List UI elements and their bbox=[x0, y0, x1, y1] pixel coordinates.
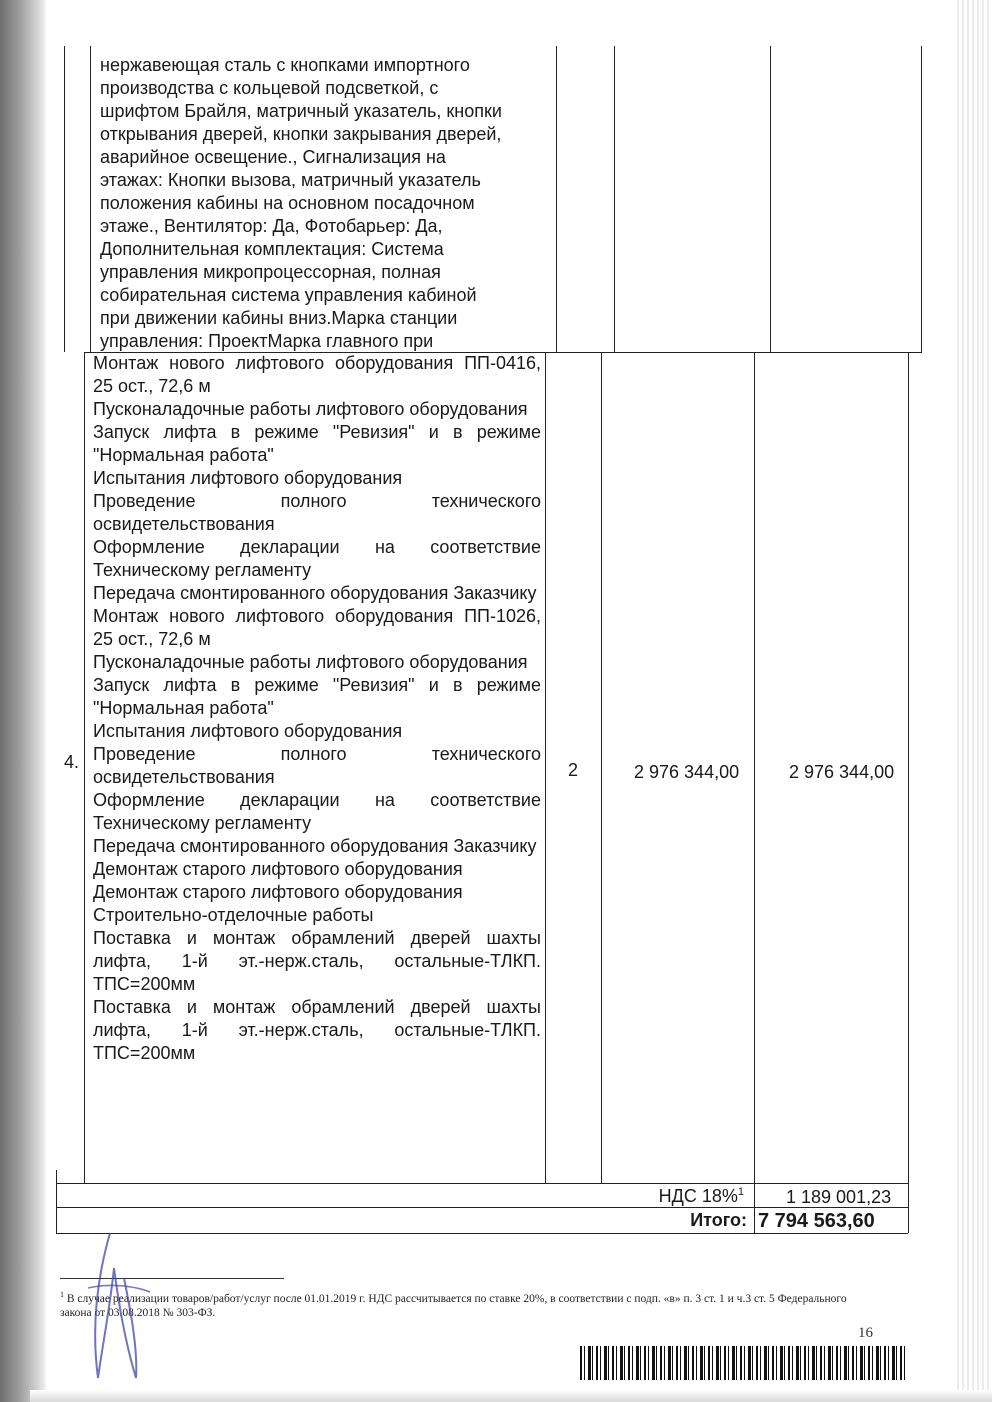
footnote-text: В случае реализации товаров/работ/услуг после 01.01.2019 г. НДС рассчитывается по ставке 20%, в соответствии с подп. «в» п. 3 ст. 1 и ч.3 ст. 5 Федерального закона от 03.08.2018 № 303-ФЗ. bbox=[60, 1292, 847, 1319]
row-number: 4. bbox=[64, 752, 80, 772]
desc-line: этаже., Вентилятор: Да, Фотобарьер: Да, bbox=[100, 216, 443, 236]
work-item: Строительно-отделочные работы bbox=[93, 905, 374, 925]
desc-line: аварийное освещение., Сигнализация на bbox=[100, 147, 446, 167]
column-line bbox=[614, 46, 615, 352]
column-line bbox=[754, 352, 755, 1233]
vat-label bbox=[659, 1186, 744, 1207]
row-4-description bbox=[93, 352, 541, 1065]
desc-line: собирательная система управления кабиной bbox=[100, 285, 477, 305]
handwritten-signature bbox=[80, 1228, 160, 1388]
vat-footnote-mark: 1 bbox=[737, 1186, 744, 1198]
column-line bbox=[556, 46, 557, 352]
vat-label-text: НДС 18% bbox=[658, 1186, 738, 1206]
work-item: Оформление декларации на соответствие Техническому регламенту bbox=[93, 537, 541, 580]
desc-line: управления микропроцессорная, полная bbox=[100, 262, 441, 282]
column-line bbox=[908, 352, 909, 1233]
work-item: Монтаж нового лифтового оборудования ПП-1026, 25 ост., 72,6 м bbox=[93, 606, 541, 649]
total-value: 7 794 563,60 bbox=[758, 1210, 875, 1232]
row-quantity: 2 bbox=[568, 760, 579, 780]
work-item: Демонтаж старого лифтового оборудования bbox=[93, 859, 463, 879]
column-line bbox=[921, 46, 922, 352]
total-row-rule bbox=[56, 1233, 908, 1234]
desc-line: производства с кольцевой подсветкой, с bbox=[100, 78, 439, 98]
column-line bbox=[90, 46, 91, 352]
row-total: 2 976 344,00 bbox=[789, 762, 895, 782]
work-item: Поставка и монтаж обрамлений дверей шахты лифта, 1-й эт.-нерж.сталь, остальные-ТЛКП. ТПС=200мм bbox=[93, 928, 541, 994]
page-number: 16 bbox=[858, 1325, 873, 1341]
work-item: Пусконаладочные работы лифтового оборудования bbox=[93, 399, 528, 419]
scan-right-edge-pages bbox=[954, 0, 992, 1402]
work-item: Запуск лифта в режиме "Ревизия" и в режиме "Нормальная работа" bbox=[93, 675, 541, 718]
desc-line: открывания дверей, кнопки закрывания дверей, bbox=[100, 124, 502, 144]
desc-line: при движении кабины вниз.Марка станции bbox=[100, 308, 458, 328]
work-item: Пусконаладочные работы лифтового оборудования bbox=[93, 652, 528, 672]
column-line bbox=[601, 352, 602, 1183]
vat-value: 1 189 001,23 bbox=[786, 1187, 892, 1207]
table-bottom-rule bbox=[56, 1183, 908, 1184]
work-item: Демонтаж старого лифтового оборудования bbox=[93, 882, 463, 902]
desc-line: управления: ПроектМарка главного при bbox=[100, 331, 434, 351]
work-item: Проведение полного технического освидетельствования bbox=[93, 744, 541, 787]
work-item: Оформление декларации на соответствие Техническому регламенту bbox=[93, 790, 541, 833]
work-item: Передача смонтированного оборудования Заказчику bbox=[93, 836, 537, 856]
footnote bbox=[60, 1288, 880, 1320]
desc-line: шрифтом Брайля, матричный указатель, кнопки bbox=[100, 101, 502, 121]
work-item: Проведение полного технического освидетельствования bbox=[93, 491, 541, 534]
column-line bbox=[545, 352, 546, 1183]
desc-line: нержавеющая сталь с кнопками импортного bbox=[100, 55, 470, 75]
desc-line: этажах: Кнопки вызова, матричный указатель bbox=[100, 170, 481, 190]
vat-row-rule bbox=[56, 1207, 908, 1208]
column-line bbox=[64, 46, 65, 352]
barcode bbox=[580, 1346, 906, 1380]
column-line bbox=[84, 352, 85, 1183]
desc-line: положения кабины на основном посадочном bbox=[100, 193, 475, 213]
total-label: Итого: bbox=[690, 1210, 747, 1230]
row-unit-price: 2 976 344,00 bbox=[634, 762, 740, 782]
work-item: Запуск лифта в режиме "Ревизия" и в режиме "Нормальная работа" bbox=[93, 422, 541, 465]
work-item: Испытания лифтового оборудования bbox=[93, 468, 403, 488]
footnote-mark: 1 bbox=[60, 1290, 64, 1299]
work-item: Передача смонтированного оборудования Заказчику bbox=[93, 583, 537, 603]
scan-left-edge-shadow bbox=[0, 0, 46, 1402]
desc-line: Дополнительная комплектация: Система bbox=[100, 239, 444, 259]
work-item: Испытания лифтового оборудования bbox=[93, 721, 403, 741]
scan-bottom-edge bbox=[30, 1390, 992, 1402]
work-item: Монтаж нового лифтового оборудования ПП-0416, 25 ост., 72,6 м bbox=[93, 353, 541, 396]
work-item: Поставка и монтаж обрамлений дверей шахты лифта, 1-й эт.-нерж.сталь, остальные-ТЛКП. ТПС=200мм bbox=[93, 997, 541, 1063]
column-line bbox=[56, 1170, 57, 1233]
description-continuation bbox=[100, 54, 548, 353]
column-line bbox=[770, 46, 771, 352]
